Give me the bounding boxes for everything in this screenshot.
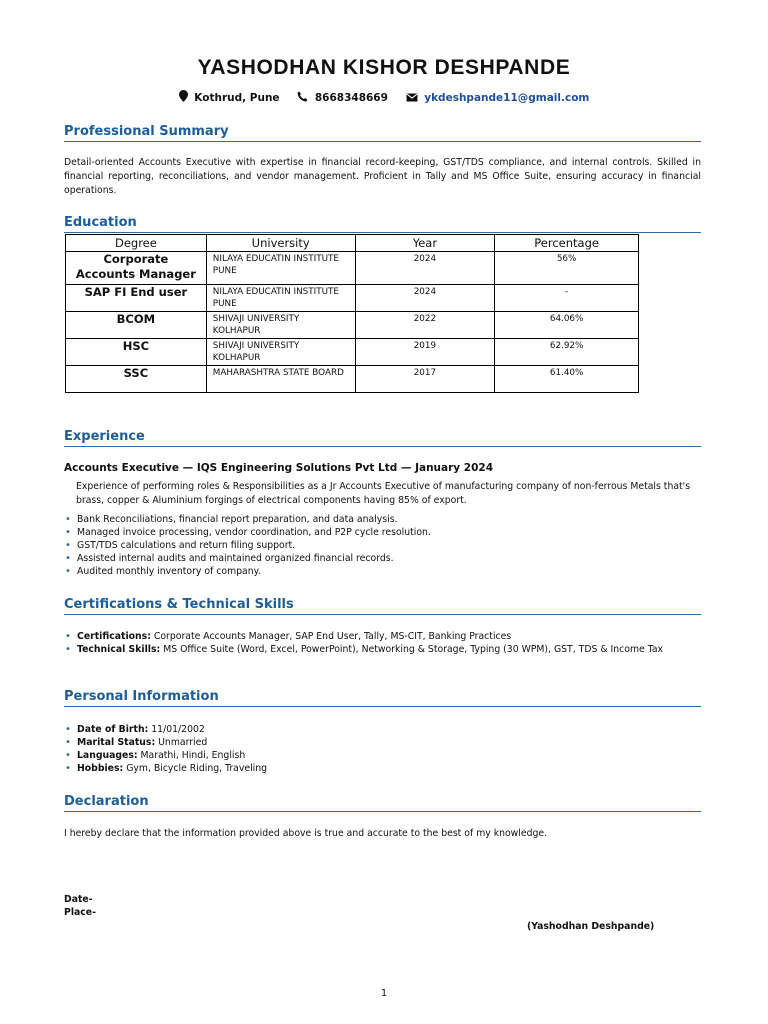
email-link[interactable]: ykdeshpande11@gmail.com — [424, 92, 590, 104]
year-cell: 2019 — [355, 339, 495, 366]
location-group — [179, 90, 280, 104]
declaration-heading: Declaration — [64, 794, 701, 812]
phone-icon — [297, 91, 308, 102]
phone-text: 8668348669 — [314, 92, 388, 104]
university-cell: SHIVAJI UNIVERSITY KOLHAPUR — [206, 312, 355, 339]
table-row — [66, 312, 639, 339]
degree-cell: Corporate Accounts Manager — [66, 252, 207, 285]
location-text: Kothrud, Pune — [194, 92, 280, 104]
phone-group — [297, 91, 388, 104]
certifications-list — [64, 630, 701, 656]
percentage-cell: - — [495, 285, 639, 312]
personal-info-list — [64, 723, 701, 775]
candidate-name: YASHODHAN KISHOR DESHPANDE — [197, 56, 571, 79]
experience-bullets — [64, 513, 701, 578]
languages-label: Languages: — [77, 750, 138, 761]
languages-value: Marathi, Hindi, English — [137, 750, 246, 761]
experience-heading: Experience — [64, 429, 701, 447]
percentage-cell: 56% — [495, 252, 639, 285]
list-item — [64, 643, 701, 656]
year-cell: 2022 — [355, 312, 495, 339]
table-row — [66, 339, 639, 366]
dob-label: Date of Birth: — [77, 724, 149, 735]
university-cell: NILAYA EDUCATIN INSTITUTE PUNE — [206, 285, 355, 312]
percentage-cell: 62.92% — [495, 339, 639, 366]
certifications-value: Corporate Accounts Manager, SAP End User, Tally, MS-CIT, Banking Practices — [150, 631, 512, 642]
list-item — [64, 749, 701, 762]
marital-status-value: Unmarried — [155, 737, 208, 748]
degree-cell: BCOM — [66, 312, 207, 339]
degree-cell: HSC — [66, 339, 207, 366]
hobbies-value: Gym, Bicycle Riding, Traveling — [123, 763, 268, 774]
list-item — [64, 630, 701, 643]
map-marker-icon — [179, 90, 188, 102]
dob-value: 11/01/2002 — [148, 724, 205, 735]
table-row — [66, 366, 639, 393]
list-item — [64, 723, 701, 736]
university-cell: MAHARASHTRA STATE BOARD — [206, 366, 355, 393]
personal-information-heading: Personal Information — [64, 689, 701, 707]
list-item — [64, 762, 701, 775]
certifications-heading: Certifications & Technical Skills — [64, 597, 701, 615]
education-table — [65, 234, 639, 393]
year-cell: 2024 — [355, 252, 495, 285]
technical-skills-label: Technical Skills: — [77, 644, 161, 655]
percentage-cell: 61.40% — [495, 366, 639, 393]
job-title: Accounts Executive — IQS Engineering Solutions Pvt Ltd — January 2024 — [64, 462, 494, 474]
certifications-label: Certifications: — [77, 631, 151, 642]
degree-cell: SSC — [66, 366, 207, 393]
list-item — [64, 736, 701, 749]
degree-cell: SAP FI End user — [66, 285, 207, 312]
envelope-icon — [406, 93, 418, 102]
marital-status-label: Marital Status: — [77, 737, 156, 748]
university-cell: NILAYA EDUCATIN INSTITUTE PUNE — [206, 252, 355, 285]
list-item: • Bank Reconciliations, financial report preparation, and data analysis. — [64, 513, 701, 526]
signature-name: (Yashodhan Deshpande) — [527, 921, 655, 932]
list-item: • Assisted internal audits and maintained organized financial records. — [64, 552, 701, 565]
page-number: 1 — [380, 988, 388, 999]
email-group — [406, 92, 590, 104]
declaration-text: I hereby declare that the information provided above is true and accurate to the best of my knowledge. — [64, 828, 548, 839]
column-header: Percentage — [495, 235, 639, 252]
list-item: • GST/TDS calculations and return filing support. — [64, 539, 701, 552]
list-item: • Managed invoice processing, vendor coordination, and P2P cycle resolution. — [64, 526, 701, 539]
education-heading: Education — [64, 215, 701, 233]
job-description: Experience of performing roles & Responsibilities as a Jr Accounts Executive of manufacturing company of non-ferrous Metals that's brass, copper & Aluminium forgings of electrical components having 85% of export. — [76, 481, 691, 506]
column-header: Year — [355, 235, 495, 252]
year-cell: 2017 — [355, 366, 495, 393]
percentage-cell: 64.06% — [495, 312, 639, 339]
table-row — [66, 252, 639, 285]
column-header: Degree — [66, 235, 207, 252]
education-header-row — [66, 235, 639, 252]
year-cell: 2024 — [355, 285, 495, 312]
contact-line — [0, 90, 768, 104]
list-item: • Audited monthly inventory of company. — [64, 565, 701, 578]
professional-summary-text: Detail-oriented Accounts Executive with expertise in financial record-keeping, GST/TDS compliance, and internal controls. Skilled in financial reporting, reconciliations, and vendor management. Proficient in Tally and MS Office Suite, ensuring accuracy in financial operations. — [64, 157, 701, 196]
table-row — [66, 285, 639, 312]
date-label: Date- — [64, 894, 93, 905]
place-label: Place- — [64, 907, 96, 918]
column-header: University — [206, 235, 355, 252]
professional-summary-heading: Professional Summary — [64, 124, 701, 142]
hobbies-label: Hobbies: — [77, 763, 124, 774]
university-cell: SHIVAJI UNIVERSITY KOLHAPUR — [206, 339, 355, 366]
technical-skills-value: MS Office Suite (Word, Excel, PowerPoint), Networking & Storage, Typing (30 WPM), GST, TDS & Income Tax — [160, 644, 664, 655]
